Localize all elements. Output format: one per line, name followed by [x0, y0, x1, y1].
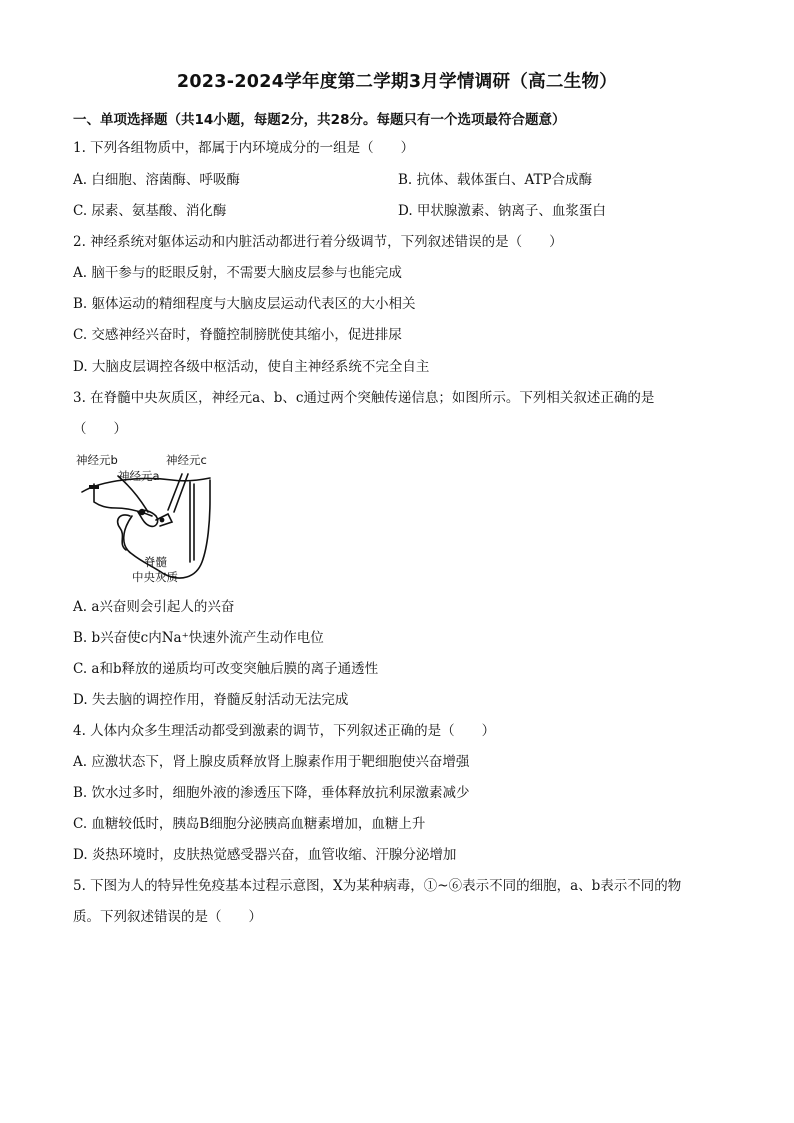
- label-neuron-b: 神经元b: [76, 453, 118, 467]
- question-3-stem: 3. 在脊髓中央灰质区，神经元a、b、c通过两个突触传递信息；如图所示。下列相关叙述正确的是: [73, 390, 655, 406]
- neuron-a-terminal: [139, 509, 145, 515]
- page-title: 2023-2024学年度第二学期3月学情调研（高二生物）: [176, 72, 618, 92]
- question-5-stem: 5. 下图为人的特异性免疫基本过程示意图，X为某种病毒，①~⑥表示不同的细胞，a、b表示不同的物: [73, 878, 682, 894]
- q2-option-c: C. 交感神经兴奋时，脊髓控制膀胱使其缩小，促进排尿: [73, 327, 402, 343]
- label-neuron-c: 神经元c: [166, 453, 207, 467]
- question-1-stem: 1. 下列各组物质中，都属于内环境成分的一组是（ ）: [73, 140, 415, 156]
- neuron-b-terminal: [160, 518, 165, 523]
- question-2-stem: 2. 神经系统对躯体运动和内脏活动都进行着分级调节，下列叙述错误的是（ ）: [73, 234, 563, 250]
- question-3-stem-cont: （ ）: [73, 421, 127, 437]
- spinal-cord-neuron-figure: [72, 450, 232, 590]
- q2-option-d: D. 大脑皮层调控各级中枢活动，使自主神经系统不完全自主: [73, 359, 430, 375]
- q1-option-b: B. 抗体、载体蛋白、ATP合成酶: [398, 172, 593, 188]
- neuron-diagram: [72, 450, 232, 590]
- section-heading: 一、单项选择题（共14小题，每题2分，共28分。每题只有一个选项最符合题意）: [73, 112, 566, 128]
- q3-option-a: A. a兴奋则会引起人的兴奋: [73, 599, 235, 615]
- q1-option-a: A. 白细胞、溶菌酶、呼吸酶: [73, 172, 240, 188]
- q1-option-c: C. 尿素、氨基酸、消化酶: [73, 203, 227, 219]
- q2-option-a: A. 脑干参与的眨眼反射，不需要大脑皮层参与也能完成: [73, 265, 402, 281]
- q1-option-d: D. 甲状腺激素、钠离子、血浆蛋白: [398, 203, 606, 219]
- label-neuron-a: 神经元a: [118, 469, 160, 483]
- question-4-stem: 4. 人体内众多生理活动都受到激素的调节，下列叙述正确的是（ ）: [73, 723, 496, 739]
- q2-option-b: B. 躯体运动的精细程度与大脑皮层运动代表区的大小相关: [73, 296, 416, 312]
- q4-option-d: D. 炎热环境时，皮肤热觉感受器兴奋，血管收缩、汗腺分泌增加: [73, 847, 457, 863]
- q3-option-b: B. b兴奋使c内Na⁺快速外流产生动作电位: [73, 630, 324, 646]
- q4-option-a: A. 应激状态下，肾上腺皮质释放肾上腺素作用于靶细胞使兴奋增强: [73, 754, 470, 770]
- q4-option-b: B. 饮水过多时，细胞外液的渗透压下降，垂体释放抗利尿激素减少: [73, 785, 470, 801]
- q4-option-c: C. 血糖较低时，胰岛B细胞分泌胰高血糖素增加，血糖上升: [73, 816, 426, 832]
- q3-option-d: D. 失去脑的调控作用，脊髓反射活动无法完成: [73, 692, 349, 708]
- label-spinal-cord: 脊髓: [144, 555, 167, 569]
- label-central-grey: 中央灰质: [132, 570, 178, 584]
- question-5-stem-cont: 质。下列叙述错误的是（ ）: [73, 909, 262, 925]
- q3-option-c: C. a和b释放的递质均可改变突触后膜的离子通透性: [73, 661, 379, 677]
- neuron-b-soma: [89, 485, 99, 489]
